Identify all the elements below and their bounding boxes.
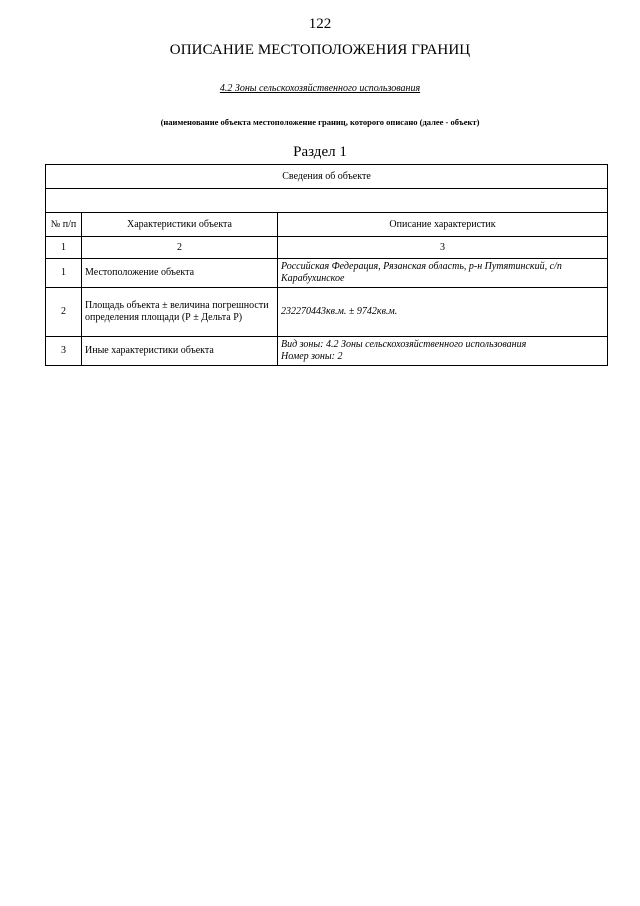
column-header-characteristic: Характеристики объекта bbox=[82, 213, 278, 237]
table-header: Сведения об объекте bbox=[46, 165, 608, 189]
column-number-1: 1 bbox=[46, 237, 82, 259]
row-number: 3 bbox=[46, 337, 82, 366]
object-info-table bbox=[45, 164, 608, 366]
table-header-row bbox=[46, 165, 608, 189]
document-title: ОПИСАНИЕ МЕСТОПОЛОЖЕНИЯ ГРАНИЦ bbox=[169, 42, 471, 58]
column-header-num: № п/п bbox=[46, 213, 82, 237]
page-number: 122 bbox=[308, 16, 332, 32]
table-row bbox=[46, 288, 608, 337]
row-characteristic: Площадь объекта ± величина погрешности определения площади (Р ± Дельта Р) bbox=[82, 288, 278, 337]
table-row bbox=[46, 259, 608, 288]
object-name: 4.2 Зоны сельскохозяйственного использования bbox=[219, 83, 421, 94]
zone-number: Номер зоны: 2 bbox=[281, 351, 343, 362]
row-description: Российская Федерация, Рязанская область, р-н Путятинский, с/п Карабухинское bbox=[278, 259, 608, 288]
row-characteristic: Местоположение объекта bbox=[82, 259, 278, 288]
column-header-row bbox=[46, 213, 608, 237]
row-number: 2 bbox=[46, 288, 82, 337]
zone-type: Вид зоны: 4.2 Зоны сельскохозяйственного использования bbox=[281, 339, 527, 350]
column-number-2: 2 bbox=[82, 237, 278, 259]
column-header-description: Описание характеристик bbox=[278, 213, 608, 237]
row-description: 232270443кв.м. ± 9742кв.м. bbox=[278, 288, 608, 337]
column-number-row bbox=[46, 237, 608, 259]
section-title: Раздел 1 bbox=[293, 144, 347, 160]
table-empty-row bbox=[46, 189, 608, 213]
row-description bbox=[278, 337, 608, 366]
column-number-3: 3 bbox=[278, 237, 608, 259]
table-empty-cell bbox=[46, 189, 608, 213]
object-caption: (наименование объекта местоположение границ, которого описано (далее - объект) bbox=[160, 117, 480, 127]
table-row bbox=[46, 337, 608, 366]
row-number: 1 bbox=[46, 259, 82, 288]
row-characteristic: Иные характеристики объекта bbox=[82, 337, 278, 366]
